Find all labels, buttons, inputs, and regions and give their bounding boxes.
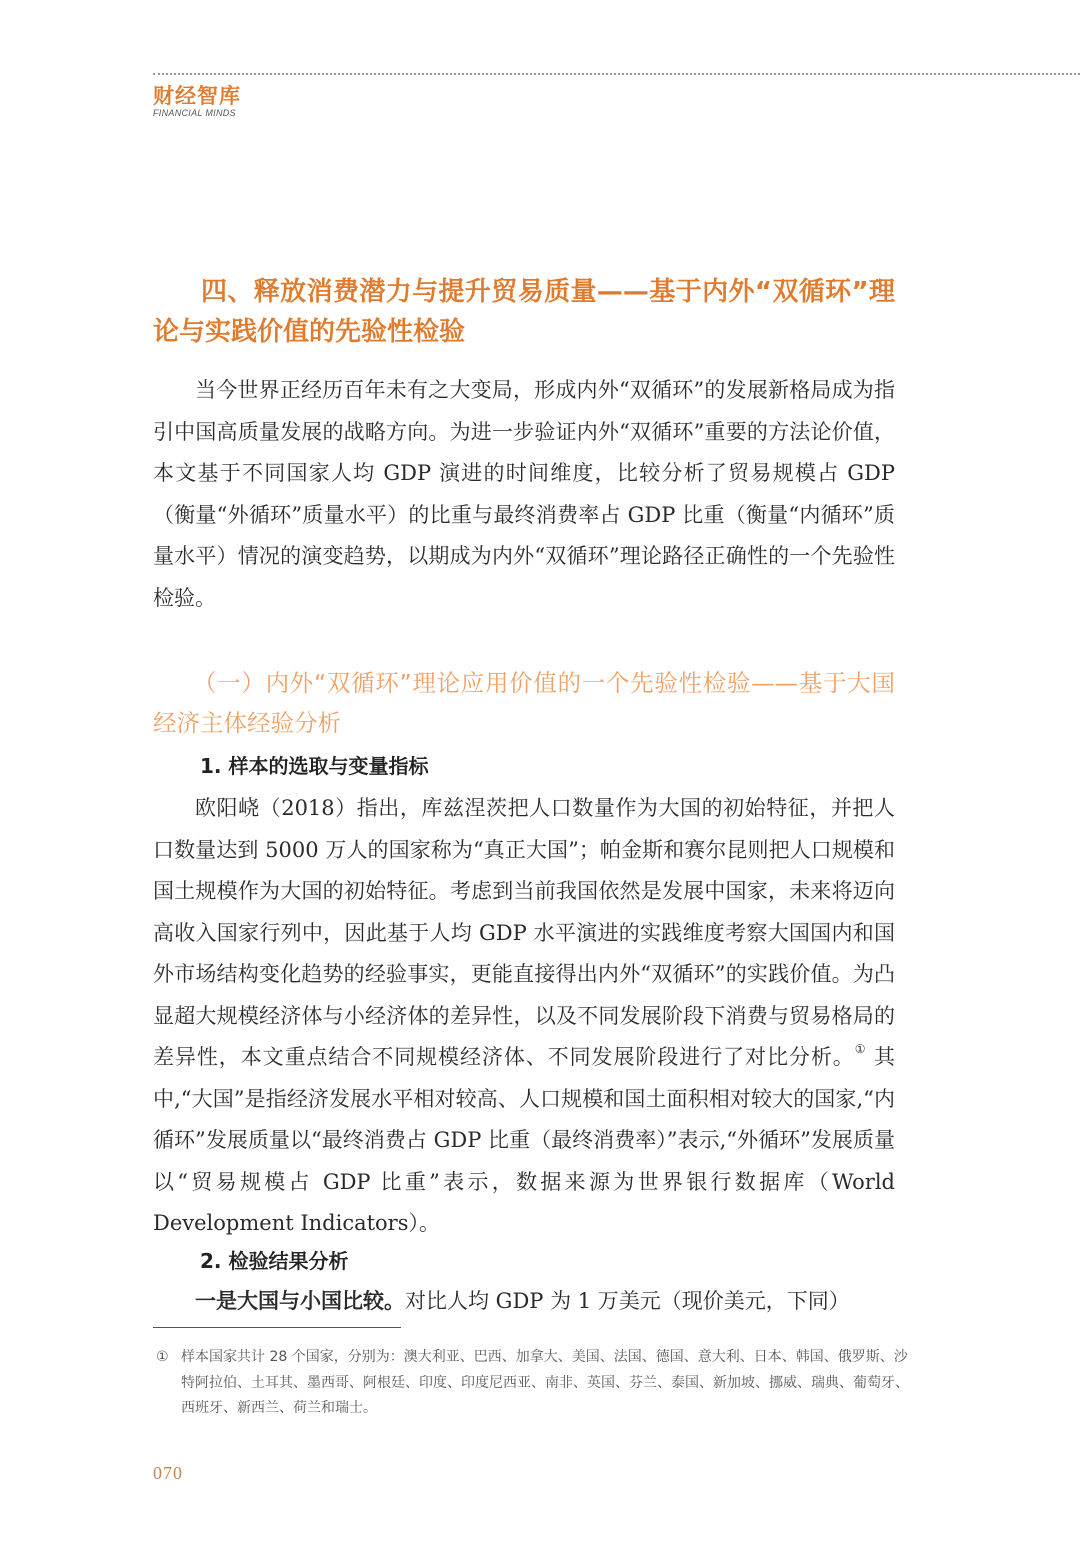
item2-text: 对比人均 GDP 为 1 万美元（现价美元，下同） (405, 1289, 850, 1313)
footnote (153, 1345, 913, 1422)
brand-logo (153, 84, 241, 118)
item1-text-after-note: 其中,“大国”是指经济发展水平相对较高、人口规模和国土面积相对较大的国家,“内循环”发展质量以“最终消费占 GDP 比重（最终消费率）”表示,“外循环”发展质量以“贸易规模占 GDP 比重”表示，数据来源为世界银行数据库（World Development Indicators）。 (153, 1045, 895, 1235)
brand-name-cn: 财经智库 (153, 84, 241, 108)
item1-text-before-note: 欧阳峣（2018）指出，库兹涅茨把人口数量作为大国的初始特征，并把人口数量达到 5000 万人的国家称为“真正大国”；帕金斯和赛尔昆则把人口规模和国土规模作为大国的初始特征。考虑到当前我国依然是发展中国家，未来将迈向高收入国家行列中，因此基于人均 GDP 水平演进的实践维度考察大国国内和国外市场结构变化趋势的经验事实，更能直接得出内外“双循环”的实践价值。为凸显超大规模经济体与小经济体的差异性，以及不同发展阶段下消费与贸易格局的差异性，本文重点结合不同规模经济体、不同发展阶段进行了对比分析。 (153, 796, 895, 1069)
footnote-text: 样本国家共计 28 个国家，分别为：澳大利亚、巴西、加拿大、美国、法国、德国、意大利、日本、韩国、俄罗斯、沙特阿拉伯、土耳其、墨西哥、阿根廷、印度、印度尼西亚、南非、英国、芬兰、泰国、新加坡、挪威、瑞典、葡萄牙、西班牙、新西兰、荷兰和瑞士。 (181, 1349, 909, 1416)
footnote-rule (153, 1327, 401, 1328)
item1-paragraph (153, 788, 895, 1245)
header-dotted-rule (153, 73, 1080, 75)
item1-title: 1. 样本的选取与变量指标 (200, 754, 429, 778)
item2-title: 2. 检验结果分析 (200, 1249, 349, 1273)
footnote-mark: ① (156, 1349, 169, 1365)
item2-paragraph (153, 1281, 895, 1323)
section-heading: 四、释放消费潜力与提升贸易质量——基于内外“双循环”理论与实践价值的先验性检验 (153, 277, 895, 347)
page-number: 070 (153, 1463, 183, 1483)
intro-paragraph: 当今世界正经历百年未有之大变局，形成内外“双循环”的发展新格局成为指引中国高质量发展的战略方向。为进一步验证内外“双循环”重要的方法论价值，本文基于不同国家人均 GDP 演进的时间维度，比较分析了贸易规模占 GDP（衡量“外循环”质量水平）的比重与最终消费率占 GDP 比重（衡量“内循环”质量水平）情况的演变趋势，以期成为内外“双循环”理论路径正确性的一个先验性检验。 (153, 378, 895, 610)
brand-name-en: FINANCIAL MINDS (153, 108, 236, 118)
item2-bold-lead: 一是大国与小国比较。 (195, 1289, 405, 1313)
subsection-heading: （一）内外“双循环”理论应用价值的一个先验性检验——基于大国经济主体经验分析 (153, 669, 895, 737)
footnote-reference[interactable]: ① (854, 1042, 867, 1056)
